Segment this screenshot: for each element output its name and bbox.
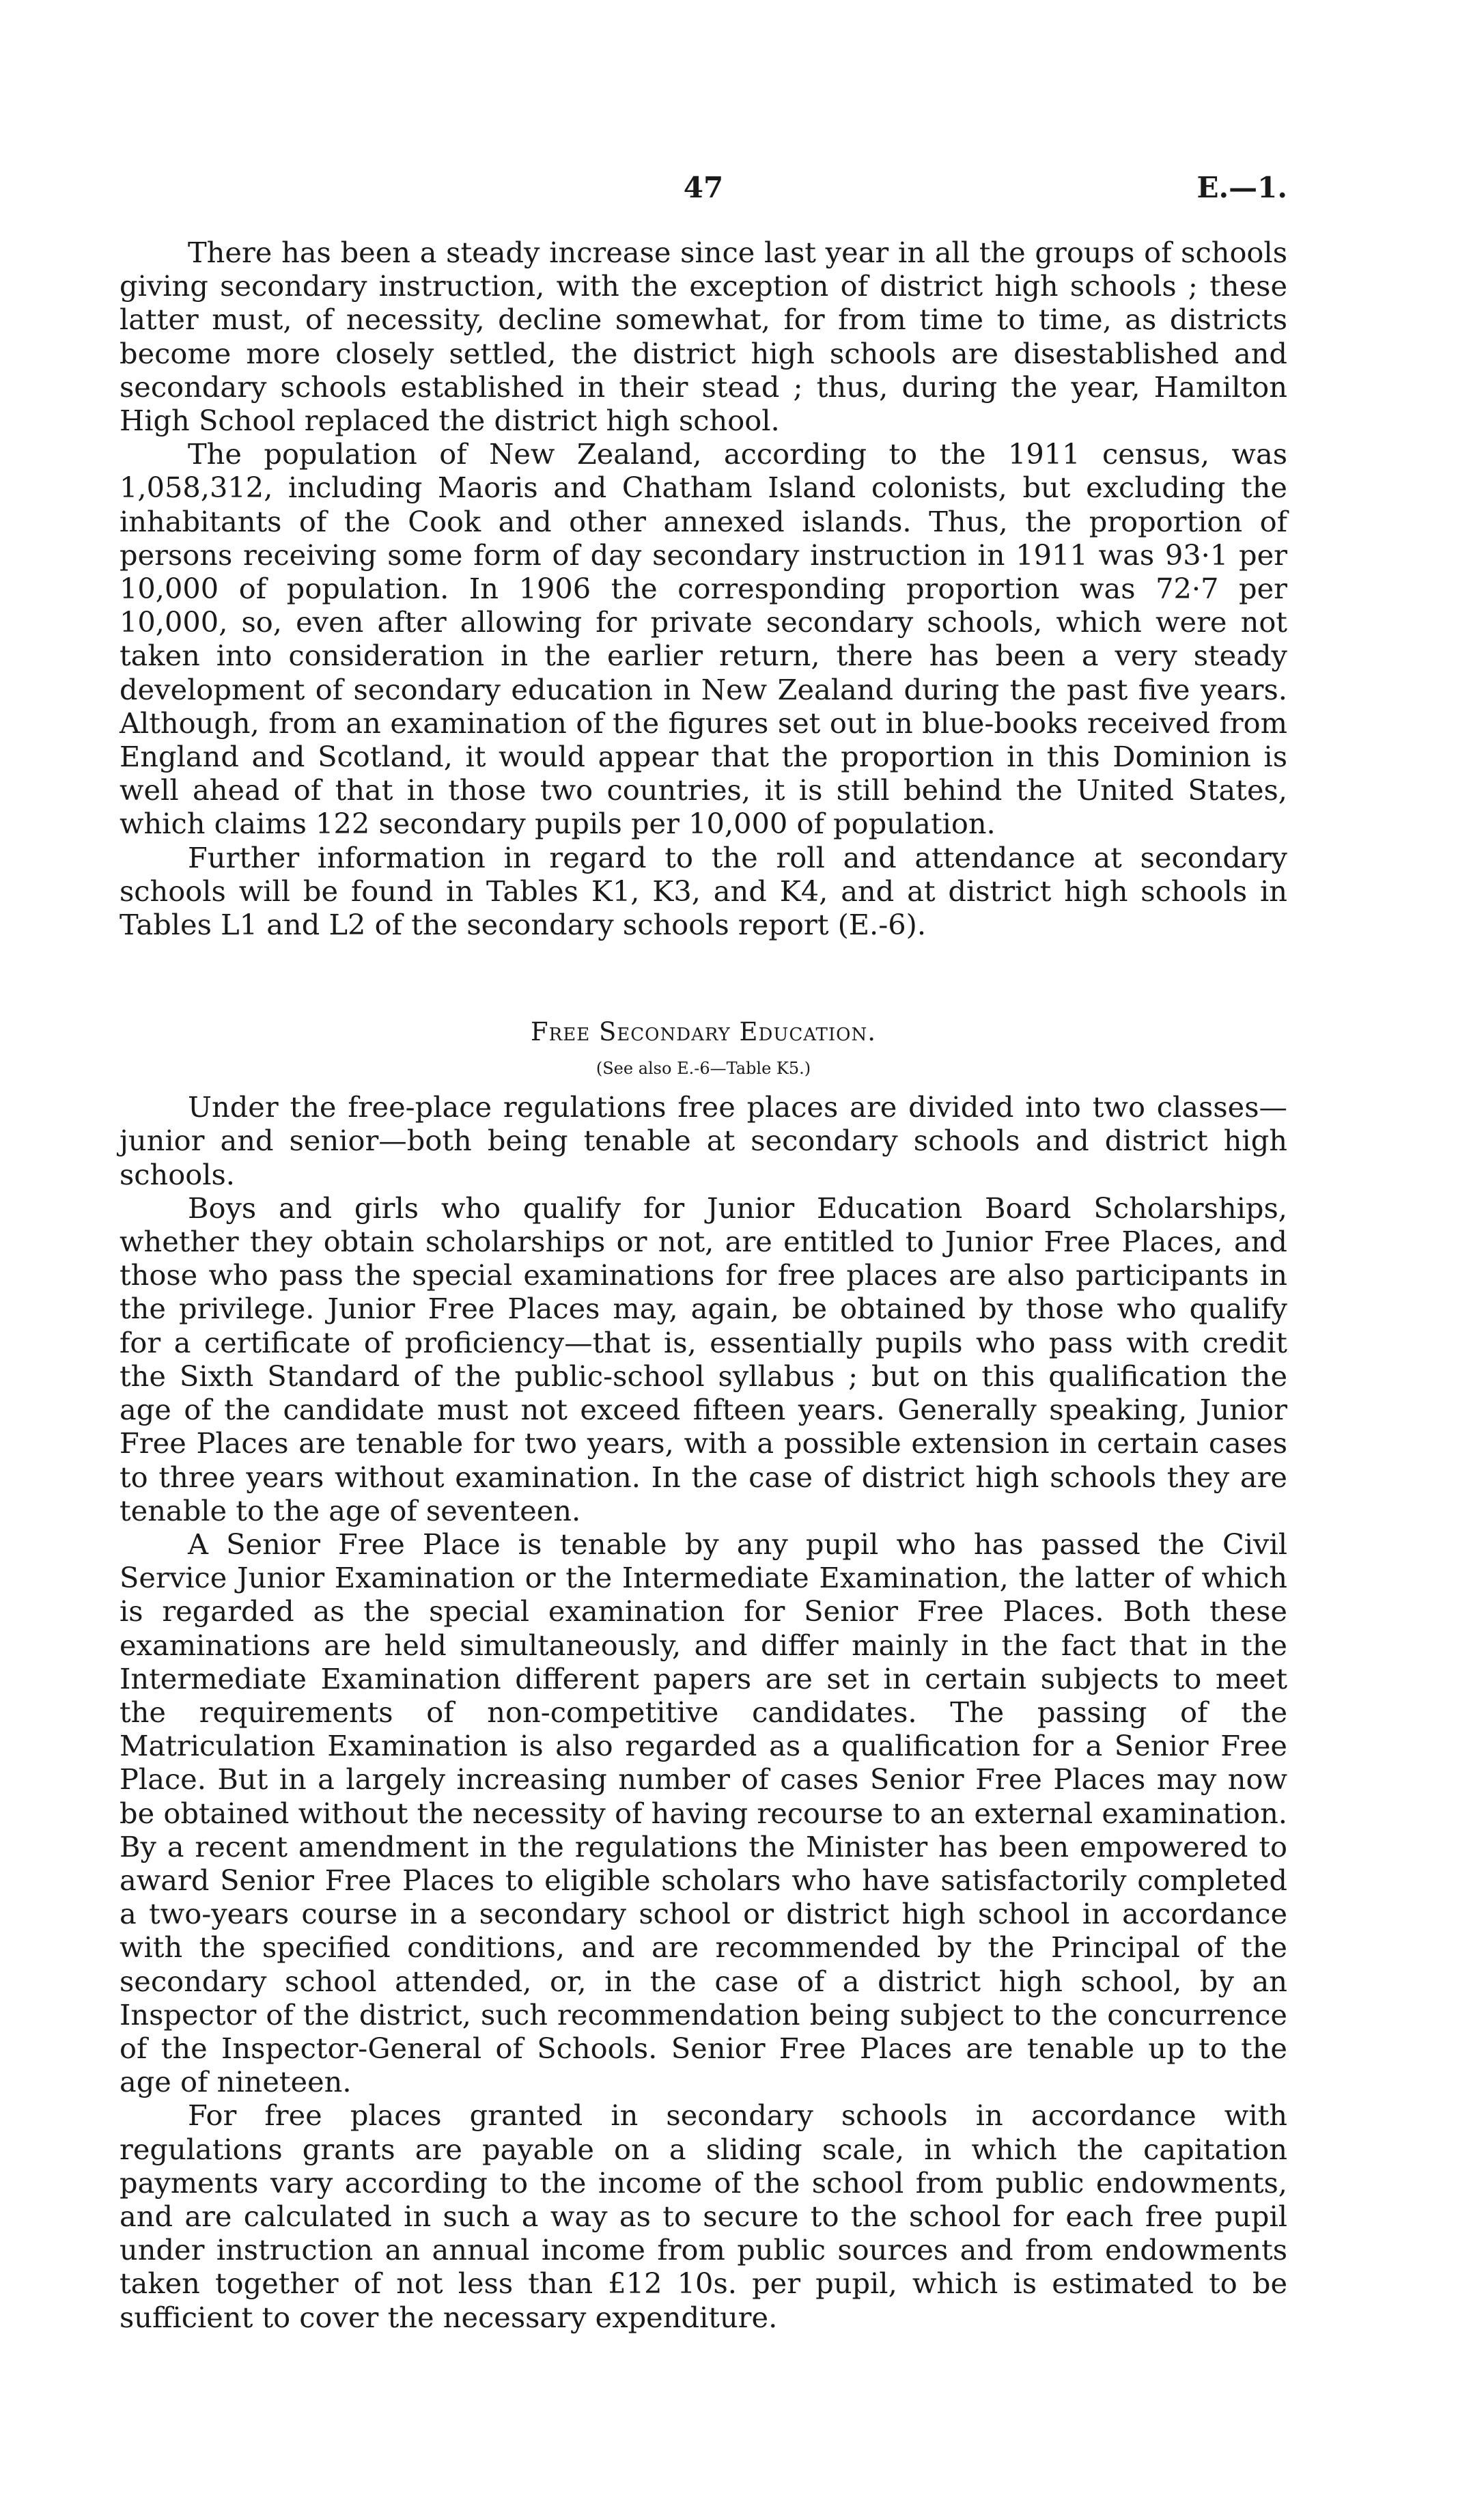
page-number: 47 — [683, 171, 724, 204]
section-heading: Free Secondary Education. — [530, 1017, 877, 1047]
paragraph: There has been a steady increase since last year in all the groups of schools giving secondary instruction, with the exception of district high schools ; these latter must, of necessity, decline somewhat, for from time to time, as districts become more closely settled, the district high schools are disestablished and secondary schools established in their stead ; thus, during the year, Hamilton High School replaced the district high school. — [120, 236, 1287, 438]
paragraph: Boys and girls who qualify for Junior Education Board Scholarships, whether they obtain scholarships or not, are entitled to Junior Free Places, and those who pass the special examinations for free places are also participants in the privilege. Junior Free Places may, again, be obtained by those who qualify for a certificate of proficiency—that is, essentially pupils who pass with credit the Sixth Standard of the public-school syllabus ; but on this qualification the age of the candidate must not exceed fifteen years. Generally speaking, Junior Free Places are tenable for two years, with a possible extension in certain cases to three years without examination. In the case of district high schools they are tenable to the age of seventeen. — [120, 1191, 1287, 1527]
page-body — [120, 236, 1287, 2334]
paragraph: Under the free-place regulations free places are divided into two classes—junior and senior—both being tenable at secondary schools and district high schools. — [120, 1090, 1287, 1191]
paragraph: Further information in regard to the roll and attendance at secondary schools will be found in Tables K1, K3, and K4, and at district high schools in Tables L1 and L2 of the secondary schools report (E.-6). — [120, 840, 1287, 942]
section-subheading: (See also E.-6—Table K5.) — [596, 1059, 811, 1079]
paragraph: For free places granted in secondary schools in accordance with regulations grants are payable on a sliding scale, in which the capitation payments vary according to the income of the school from public endowments, and are calculated in such a way as to secure to the school for each free pupil under instruction an annual income from public sources and from endowments taken together of not less than £12 10s. per pupil, which is estimated to be sufficient to cover the necessary expenditure. — [120, 2098, 1287, 2334]
paragraph: A Senior Free Place is tenable by any pupil who has passed the Civil Service Junior Examination or the Intermediate Examination, the latter of which is regarded as the special examination for Senior Free Places. Both these examinations are held simultaneously, and differ mainly in the fact that in the Intermediate Examination different papers are set in certain subjects to meet the requirements of non-competitive candidates. The passing of the Matriculation Examination is also regarded as a qualification for a Senior Free Place. But in a largely increasing number of cases Senior Free Places may now be obtained without the necessity of having recourse to an external examination. By a recent amendment in the regulations the Minister has been empowered to award Senior Free Places to eligible scholars who have satisfactorily completed a two-years course in a secondary school or district high school in accordance with the specified conditions, and are recommended by the Principal of the secondary school attended, or, in the case of a district high school, by an Inspector of the district, such recommendation being subject to the concurrence of the Inspector-General of Schools. Senior Free Places are tenable up to the age of nineteen. — [120, 1527, 1287, 2099]
paragraph: The population of New Zealand, according to the 1911 census, was 1,058,312, including Maoris and Chatham Island colonists, but excluding the inhabitants of the Cook and other annexed islands. Thus, the proportion of persons receiving some form of day secondary instruction in 1911 was 93·1 per 10,000 of population. In 1906 the corresponding proportion was 72·7 per 10,000, so, even after allowing for private secondary schools, which were not taken into consideration in the earlier return, there has been a very steady development of secondary education in New Zealand during the past five years. Although, from an examination of the figures set out in blue-books received from England and Scotland, it would appear that the proportion in this Dominion is well ahead of that in those two countries, it is still behind the United States, which claims 122 secondary pupils per 10,000 of population. — [120, 437, 1287, 841]
document-code: E.—1. — [1196, 171, 1287, 204]
page-header — [120, 171, 1287, 212]
